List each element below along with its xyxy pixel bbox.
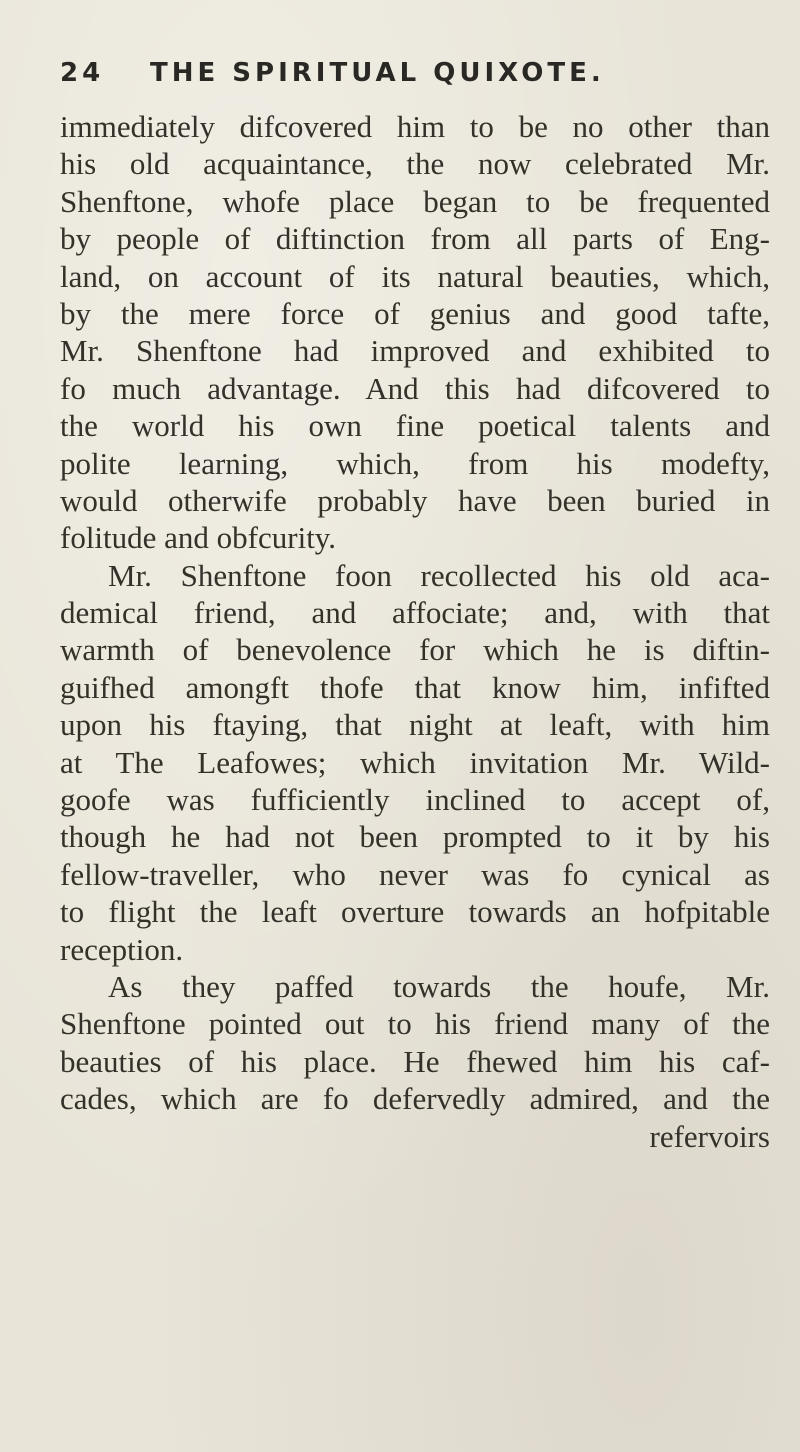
paragraph-start-line: Mr. Shenftone foon recollected his old aca-	[108, 557, 770, 593]
text-line: upon his ftaying, that night at leaft, with him	[60, 707, 770, 743]
page-number: 24	[60, 58, 105, 88]
text-line: guifhed amongft thofe that know him, infifted	[60, 669, 770, 705]
text-line: Mr. Shenftone had improved and exhibited to	[60, 333, 770, 369]
catchword: refervoirs	[649, 1118, 770, 1154]
text-line: land, on account of its natural beauties, which,	[60, 258, 770, 294]
text-line: fellow-traveller, who never was fo cynical as	[60, 856, 770, 892]
text-line: at The Leafowes; which invitation Mr. Wild-	[60, 744, 770, 780]
text-line: by people of diftinction from all parts of Eng-	[60, 221, 770, 257]
running-title: THE SPIRITUAL QUIXOTE.	[150, 58, 605, 88]
text-line: warmth of benevolence for which he is diftin-	[60, 632, 770, 668]
text-line: polite learning, which, from his modefty,	[60, 445, 770, 481]
text-line: cades, which are fo defervedly admired, and the	[60, 1081, 770, 1117]
body-text	[60, 108, 770, 1155]
text-line: fo much advantage. And this had difcovered to	[60, 370, 770, 406]
paragraph-end-line: folitude and obfcurity.	[60, 520, 337, 556]
text-line: demical friend, and affociate; and, with that	[60, 595, 770, 631]
text-line: beauties of his place. He fhewed him his caf-	[60, 1043, 770, 1079]
text-line: the world his own fine poetical talents and	[60, 408, 770, 444]
text-line: would otherwife probably have been buried in	[60, 482, 770, 518]
text-line: goofe was fufficiently inclined to accept of,	[60, 782, 770, 818]
text-line: though he had not been prompted to it by his	[60, 819, 770, 855]
text-line: Shenftone, whofe place began to be frequented	[60, 183, 770, 219]
text-line: Shenftone pointed out to his friend many of the	[60, 1006, 770, 1042]
text-line: immediately difcovered him to be no other than	[60, 109, 770, 144]
paragraph-start-line: As they paffed towards the houfe, Mr.	[108, 968, 770, 1004]
text-line: to flight the leaft overture towards an hofpitable	[60, 894, 770, 930]
text-line: by the mere force of genius and good tafte,	[60, 295, 770, 331]
running-head	[60, 58, 760, 98]
paragraph-end-line: reception.	[60, 931, 184, 967]
text-line: his old acquaintance, the now celebrated Mr.	[60, 146, 770, 182]
